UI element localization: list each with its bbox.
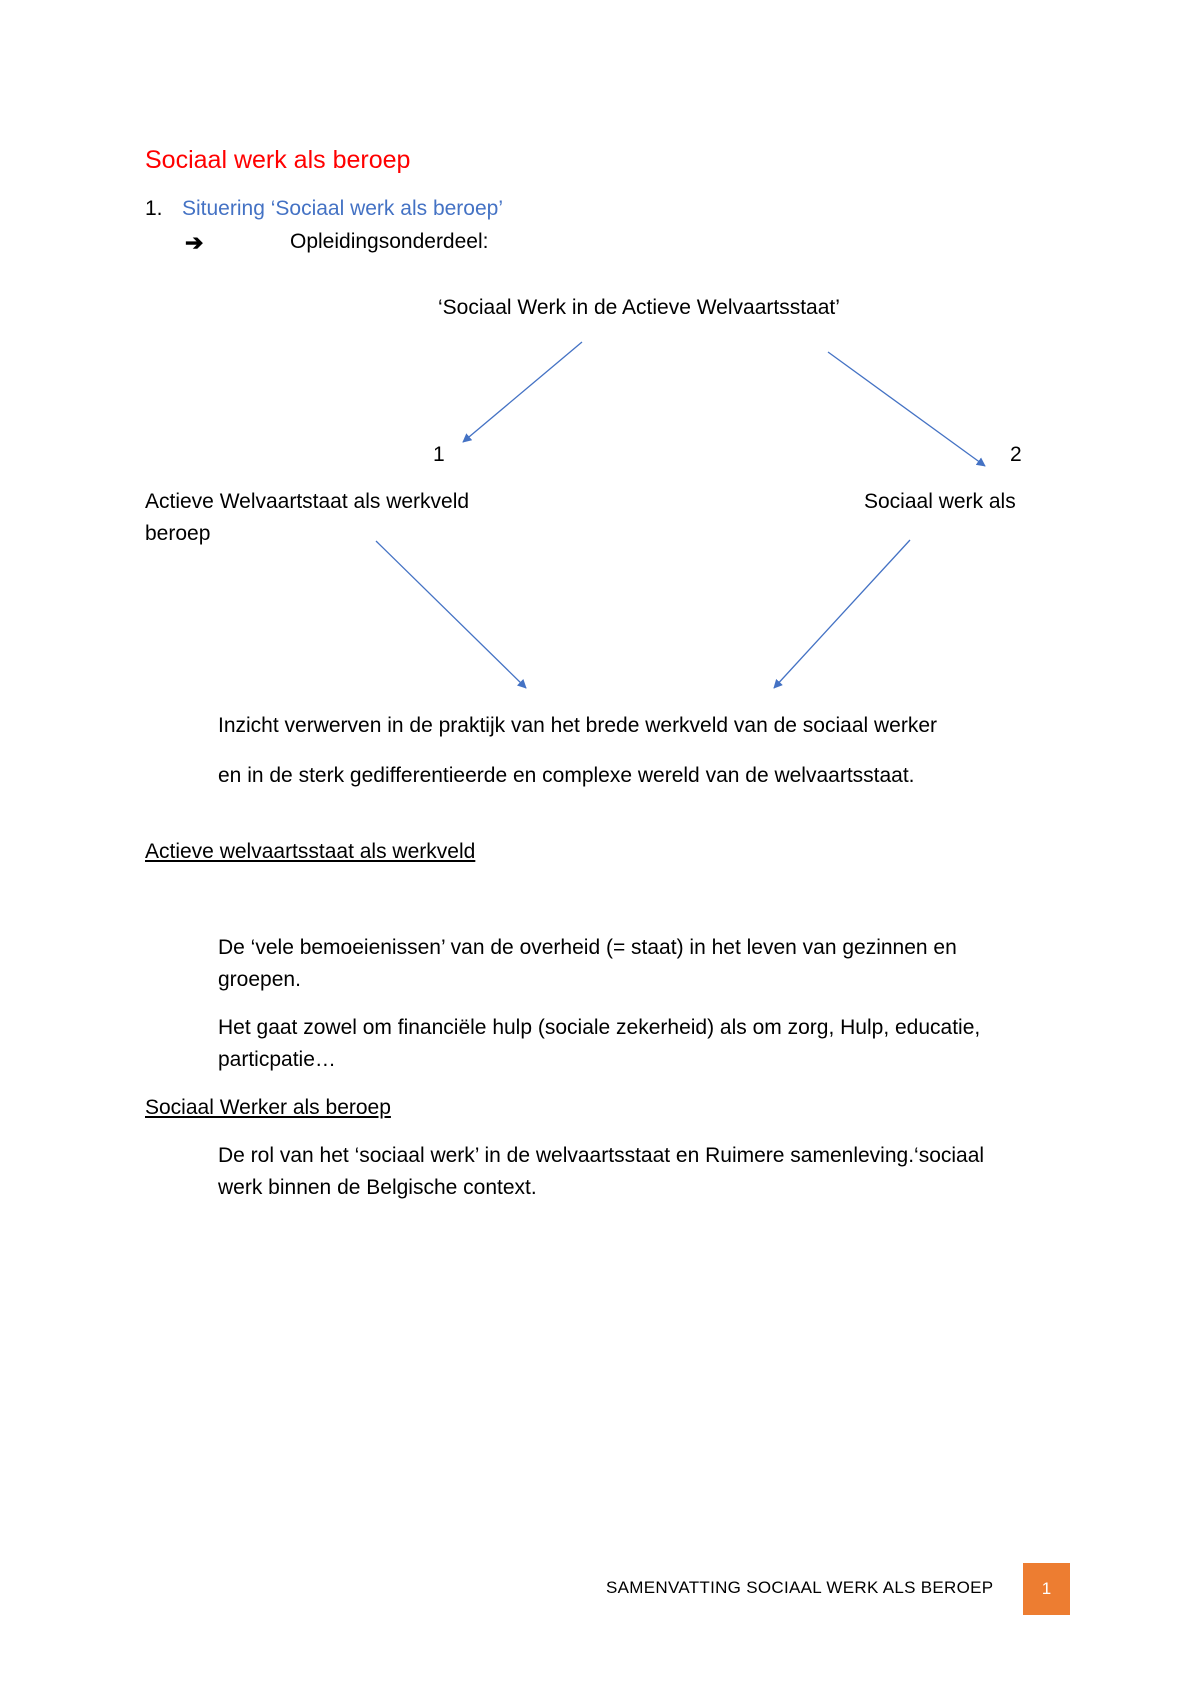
section1-paragraph2-line1: Het gaat zowel om financiële hulp (sociale zekerheid) als om zorg, Hulp, educatie, [218,1016,981,1039]
section1-paragraph1-line1: De ‘vele bemoeienissen’ van de overheid (= staat) in het leven van gezinnen en [218,936,957,959]
section2-paragraph1-line1: De rol van het ‘sociaal werk’ in de welvaartsstaat en Ruimere samenleving.‘sociaal [218,1144,985,1167]
section1-paragraph1-line2: groepen. [218,968,301,991]
document-title: Sociaal werk als beroep [145,146,411,174]
insight-text-line-1: Inzicht verwerven in de praktijk van het brede werkveld van de sociaal werker [218,714,938,737]
insight-text-line-2: en in de sterk gedifferentieerde en complexe wereld van de welvaartsstaat. [218,764,915,787]
section1-paragraph2-line2: particpatie… [218,1048,336,1071]
section-heading-beroep: Sociaal Werker als beroep [145,1096,391,1119]
right-arrow-icon: ➔ [185,230,204,255]
course-unit-label: Opleidingsonderdeel: [290,230,489,253]
page-number: 1 [1041,1579,1052,1598]
list-item-number: 1. [145,197,163,220]
node-2-number: 2 [1010,443,1022,466]
arrow-left-to-insight [376,541,526,688]
arrow-right-to-insight [774,540,910,688]
arrow-center-to-node1 [463,342,582,442]
page-number-badge [1023,1563,1070,1615]
list-item-heading: Situering ‘Sociaal werk als beroep’ [182,197,503,220]
diagram-center-title: ‘Sociaal Werk in de Actieve Welvaartsstaat’ [438,296,840,319]
node-1-label: Actieve Welvaartstaat als werkveld [145,490,470,513]
arrow-center-to-node2 [828,352,985,466]
footer-title: SAMENVATTING SOCIAAL WERK ALS BEROEP [606,1578,994,1597]
node-1-label-continuation: beroep [145,522,211,545]
node-1-number: 1 [433,443,445,466]
section2-paragraph1-line2: werk binnen de Belgische context. [218,1176,537,1199]
section-heading-werkveld: Actieve welvaartsstaat als werkveld [145,840,476,863]
node-2-label: Sociaal werk als [864,490,1016,513]
